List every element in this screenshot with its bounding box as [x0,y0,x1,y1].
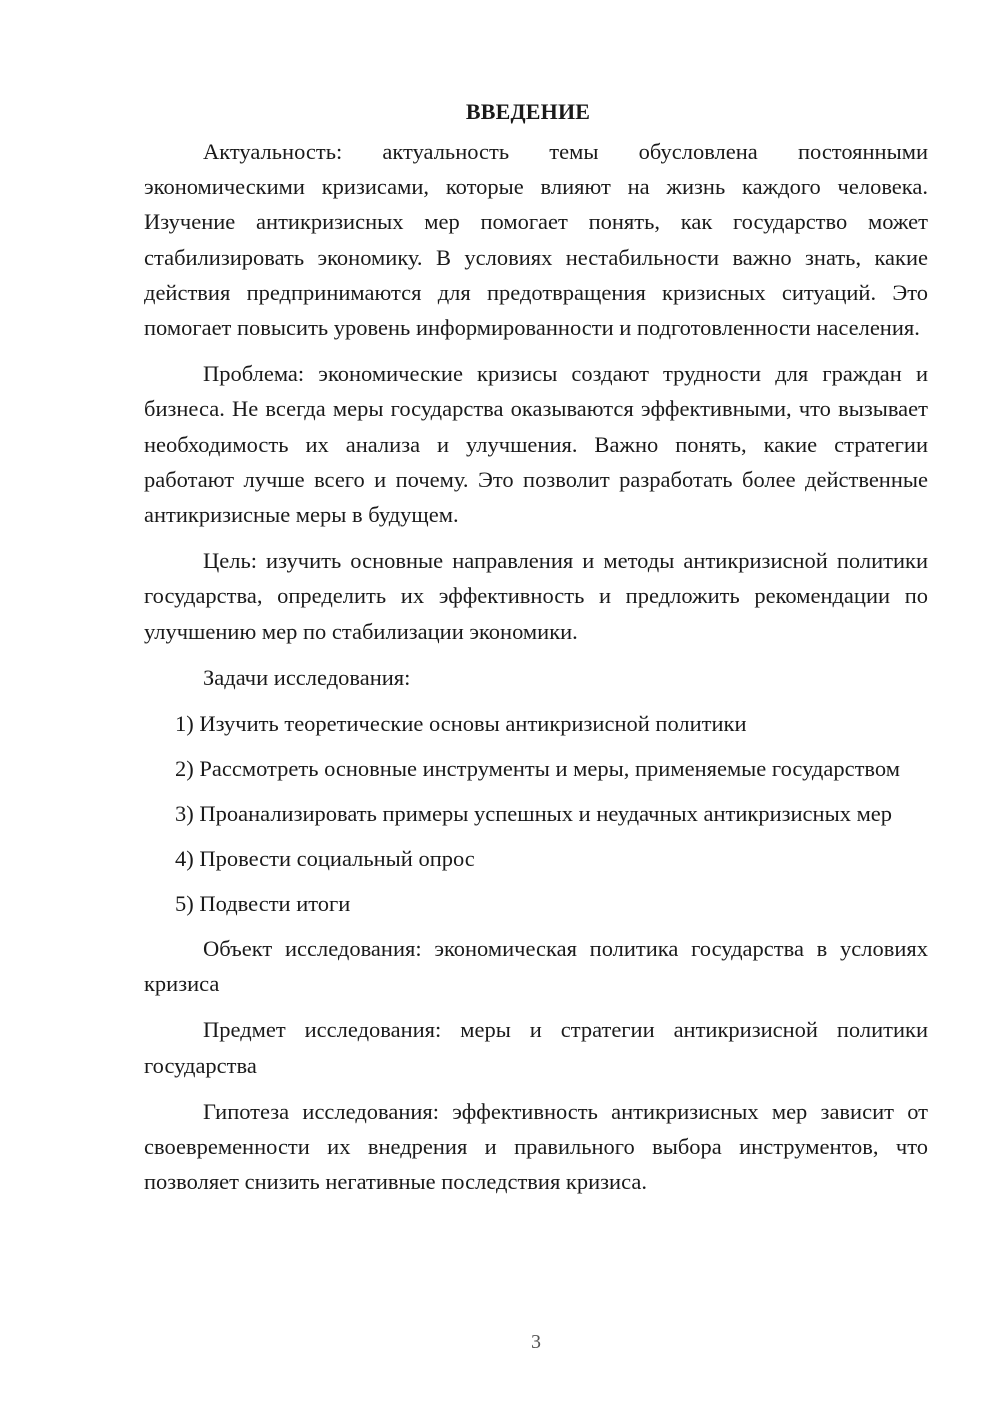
goal-paragraph: Цель: изучить основные направления и методы антикризисной политики государства, определить их эффективность и предложить рекомендации по улучшению мер по стабилизации экономики. [144,548,928,644]
tasks-heading: Задачи исследования: [203,664,411,690]
document-page [144,90,928,1210]
page-number: 3 [531,1331,541,1353]
task-item-3: 3) Проанализировать примеры успешных и неудачных антикризисных мер [175,801,893,827]
task-item-2: 2) Рассмотреть основные инструменты и меры, применяемые государством [175,756,900,782]
task-item-1: 1) Изучить теоретические основы антикризисной политики [175,711,747,737]
hypothesis-paragraph: Гипотеза исследования: эффективность антикризисных мер зависит от своевременности их внедрения и правильного выбора инструментов, что позволяет снизить негативные последствия кризиса. [144,1098,928,1195]
object-paragraph: Объект исследования: экономическая политика государства в условиях кризиса [144,936,928,997]
task-item-4: 4) Провести социальный опрос [175,846,475,872]
problem-paragraph: Проблема: экономические кризисы создают трудности для граждан и бизнеса. Не всегда меры государства оказываются эффективными, что вызывает необходимость их анализа и улучшения. Важно понять, какие стратегии работают лучше всего и почему. Это позволит разработать более действенные антикризисные меры в будущем. [144,361,928,528]
page-title: ВВЕДЕНИЕ [465,99,591,124]
subject-paragraph: Предмет исследования: меры и стратегии антикризисной политики государства [144,1017,928,1078]
task-item-5: 5) Подвести итоги [175,891,351,917]
relevance-paragraph: Актуальность: актуальность темы обусловлена постоянными экономическими кризисами, которые влияют на жизнь каждого человека. Изучение антикризисных мер помогает понять, как государство может стабилизировать экономику. В условиях нестабильности важно знать, какие действия предпринимаются для предотвращения кризисных ситуаций. Это помогает повысить уровень информированности и подготовленности населения. [144,139,928,341]
